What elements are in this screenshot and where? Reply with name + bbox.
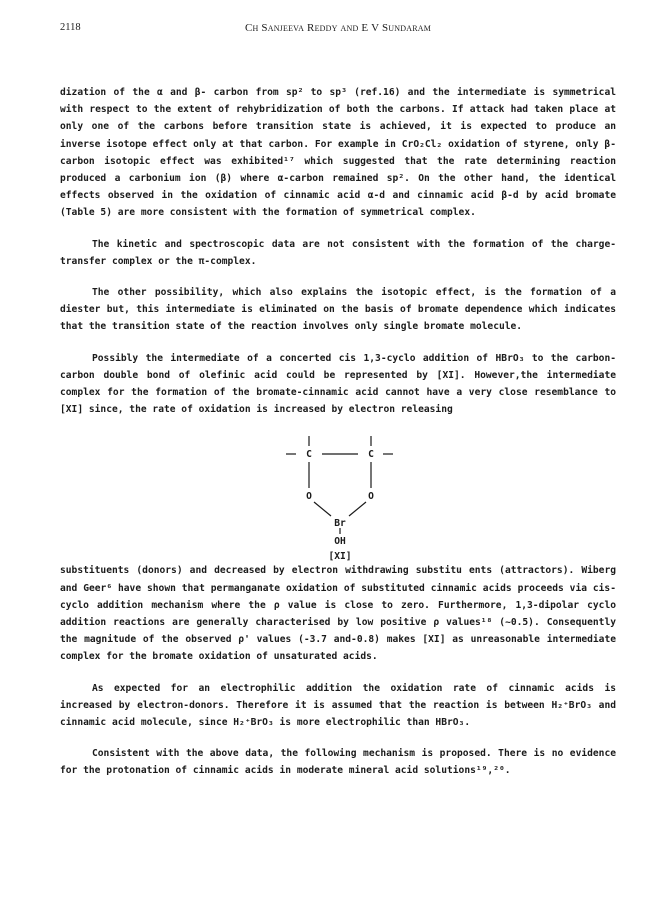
bond-o1-br — [314, 502, 331, 516]
author-line: Ch Sanjeeva Reddy and E V Sundaram — [244, 22, 432, 34]
paragraph-6: As expected for an electrophilic addition the oxidation rate of cinnamic acids is increased by electron-donors. Therefore it is assumed that the reaction is between H₂⁺BrO₃ and cinnamic acid molecule, since H₂⁺BrO₃ is more electrophilic than HBrO₃. — [60, 682, 616, 729]
atom-c2: C — [368, 449, 374, 461]
atom-o1: O — [306, 491, 312, 503]
bond-o2-br — [349, 502, 366, 516]
page-number: 2118 — [60, 22, 81, 33]
paragraph-3: The other possibility, which also explains the isotopic effect, is the formation of a diester but, this intermediate is eliminated on the basis of bromate dependence which indicates that the transition state of the reaction involves only single bromate molecule. — [60, 287, 616, 333]
atom-c1: C — [306, 449, 312, 461]
atom-oh: OH — [334, 536, 346, 548]
running-header — [60, 22, 616, 40]
paragraph-5: substituents (donors) and decreased by electron withdrawing substitu ents (attractors). Wiberg and Geer⁶ have shown that permanganate oxidation of substituted cinnamic acids proceeds via cis-cyclo addition mechanism where the ρ value is close to zero. Furthermore, 1,3-dipolar cyclo addition reactions are generally characterised by low positive ρ values¹⁸ (~0.5). Consequently the magnitude of the observed ρ' values (-3.7 and-0.8) makes [XI] as unreasonable intermediate complex for the bromate oxidation of unsaturated acids. — [60, 565, 616, 663]
structure-label: [XI] — [328, 551, 352, 563]
atom-br: Br — [334, 518, 346, 530]
paragraph-2: The kinetic and spectroscopic data are not consistent with the formation of the charge-transfer complex or the π-complex. — [60, 238, 616, 267]
article-body — [60, 84, 616, 794]
paragraph-4: Possibly the intermediate of a concerted cis 1,3-cyclo addition of HBrO₃ to the carbon-carbon double bond of olefinic acid could be represented by [XI]. However,the intermediate complex for the formation of the bromate-cinnamic acid cannot have a very close resemblance to [XI] since, the rate of oxidation is increased by electron releasing — [60, 352, 616, 416]
paragraph-7: Consistent with the above data, the following mechanism is proposed. There is no evidence for the protonation of cinnamic acids in moderate mineral acid solutions¹⁹,²⁰. — [60, 748, 616, 777]
atom-o2: O — [368, 491, 374, 503]
paragraph-1: dization of the α and β- carbon from sp² to sp³ (ref.16) and the intermediate is symmetrical with respect to the extent of rehybridization of both the carbons. If attack had taken place at only one of the carbons before transition state is achieved, it is expected to produce an inverse isotope effect only at that carbon. For example in CrO₂Cl₂ oxidation of styrene, only β-carbon isotopic effect was exhibited¹⁷ which suggested that the rate determining reaction produced a carbonium ion (β) where α-carbon remained sp². On the other hand, the identical effects observed in the oxidation of cinnamic acid α-d and cinnamic acid β-d by acid bromate (Table 5) are more consistent with the formation of symmetrical complex. — [60, 87, 616, 219]
chemical-structure-xi — [60, 422, 616, 562]
structure-diagram — [60, 422, 616, 562]
